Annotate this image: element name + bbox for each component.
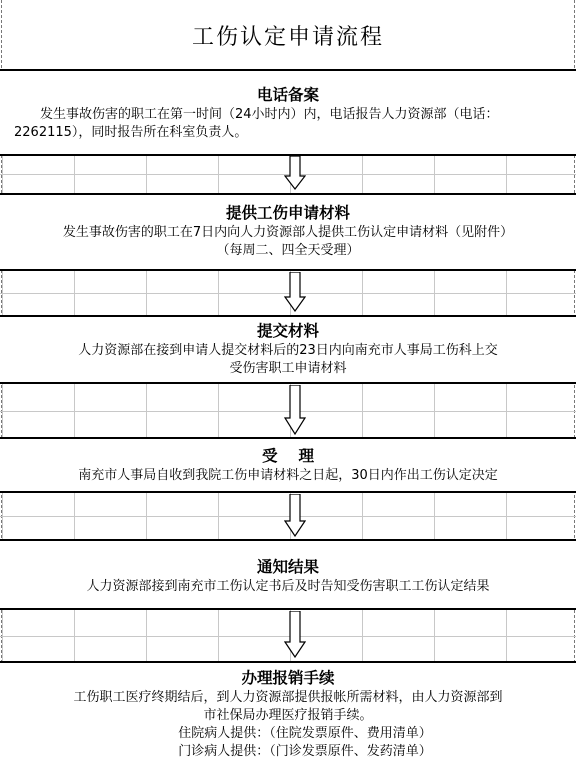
step-text-line: 市社保局办理医疗报销手续。	[203, 708, 373, 723]
step-heading: 通知结果	[256, 558, 319, 576]
step-text-line: 门诊病人提供：（门诊发票原件、发药清单）	[178, 744, 432, 759]
step-submit-materials	[0, 315, 576, 384]
step-text-line: 人力资源部在接到申请人提交材料后的23日内向南充市人事局工伤科上交	[78, 343, 498, 358]
down-arrow-icon	[284, 385, 306, 435]
step-heading: 提供工伤申请材料	[225, 204, 350, 222]
step-reimbursement	[0, 661, 576, 783]
down-arrow-icon	[284, 494, 306, 537]
step-text-line: （每周二、四全天受理）	[216, 243, 360, 258]
down-arrow-icon	[284, 156, 306, 190]
step-text-line: 工伤职工医疗终期结后，到人力资源部提供报帐所需材料，由人力资源部到	[73, 690, 503, 705]
step-notify-result	[0, 539, 576, 610]
down-arrow-icon	[284, 272, 306, 312]
step-text-line: 受伤害职工申请材料	[229, 361, 347, 376]
down-arrow-icon	[284, 611, 306, 658]
title-row	[0, 0, 576, 71]
step-text: 发生事故伤害的职工在第一时间（24小时内）内，电话报告人力资源部（电话：2262115），同时报告所在科室负责人。	[14, 107, 499, 140]
step-heading: 电话备案	[256, 86, 319, 104]
step-provide-materials	[0, 193, 576, 271]
step-text-line: 住院病人提供：（住院发票原件、费用清单）	[178, 726, 432, 741]
step-phone-report	[0, 69, 576, 156]
step-heading: 办理报销手续	[241, 669, 335, 687]
step-heading: 受 理	[262, 447, 314, 465]
step-acceptance	[0, 437, 576, 493]
step-heading: 提交材料	[256, 322, 319, 340]
step-text-line: 人力资源部接到南充市工伤认定书后及时告知受伤害职工工伤认定结果	[86, 579, 490, 594]
page-title: 工伤认定申请流程	[191, 25, 384, 50]
step-text-line: 南充市人事局自收到我院工伤申请材料之日起，30日内作出工伤认定决定	[78, 468, 498, 483]
step-text-line: 发生事故伤害的职工在7日内向人力资源部人提供工伤认定申请材料（见附件）	[62, 225, 514, 240]
